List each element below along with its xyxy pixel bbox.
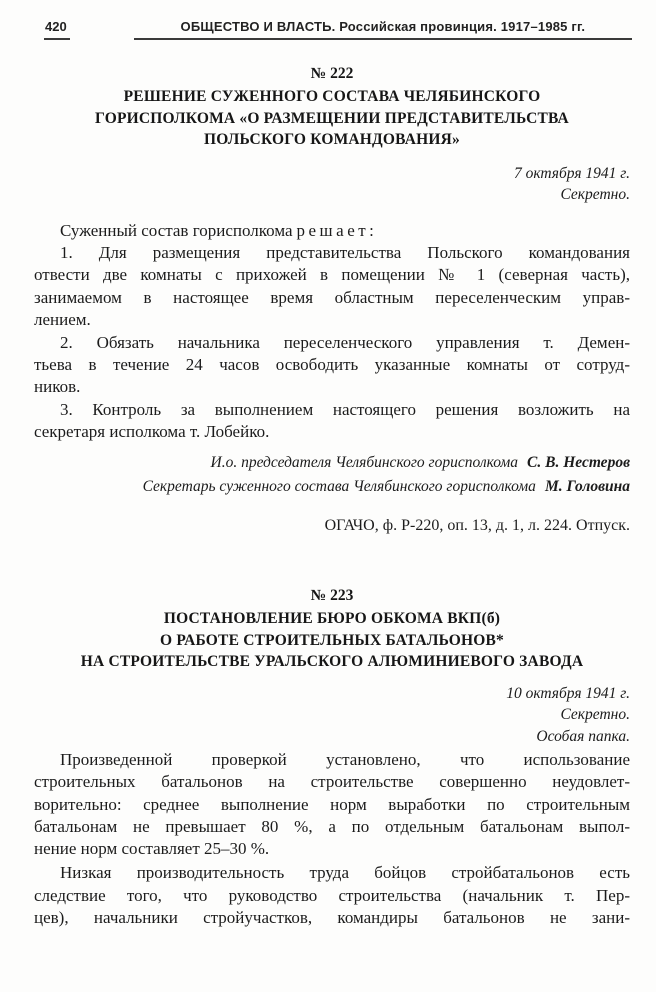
- signature-role: Секретарь суженного состава Челябинского горисполкома: [142, 477, 536, 495]
- paragraph-line: строительных батальонов на строительстве совершенно неудовлет-: [34, 772, 630, 792]
- paragraph-3: [34, 399, 630, 444]
- paragraph-line: 3. Контроль за выполнением настоящего решения возложить на: [60, 399, 630, 419]
- document-223: [34, 586, 630, 929]
- paragraph-line: батальонам не превышает 80 %, а по отдельным батальонам выпол-: [34, 816, 630, 836]
- paragraph-line: лением.: [34, 310, 91, 330]
- paragraph-1: [34, 749, 630, 860]
- document-222-title: [34, 86, 630, 151]
- lead-verb: решает:: [296, 220, 378, 240]
- paragraph-1: [34, 242, 630, 332]
- lead-line: [34, 220, 630, 242]
- signature-name: М. Головина: [544, 477, 630, 495]
- paragraph-line: секретаря исполкома т. Лобейко.: [34, 422, 270, 442]
- paragraph-line: ворительно: среднее выполнение норм выработки по строительным: [34, 794, 630, 814]
- paragraph-line: отвести две комнаты с прихожей в помещении № 1 (северная часть),: [34, 265, 630, 285]
- paragraph-line: 1. Для размещения представительства Польского командования: [60, 242, 630, 262]
- paragraph-line: 2. Обязать начальника переселенческого управления т. Демен-: [60, 332, 630, 352]
- document-223-title: [34, 608, 630, 673]
- signature-block: [34, 451, 630, 499]
- document-223-dateblock: [34, 683, 630, 748]
- classification-stamp: Секретно.: [560, 186, 630, 203]
- signature-role: И.о. председателя Челябинского горисполкома: [210, 453, 519, 471]
- archive-reference: ОГАЧО, ф. Р-220, оп. 13, д. 1, л. 224. Отпуск.: [324, 516, 630, 534]
- document-223-number: № 223: [310, 587, 354, 604]
- page-number: 420: [44, 19, 70, 40]
- paragraph-2: [34, 332, 630, 399]
- paragraph-2: [34, 862, 630, 929]
- running-title: ОБЩЕСТВО И ВЛАСТЬ. Российская провинция. 1917–1985 гг.: [134, 19, 632, 40]
- paragraph-line: тьева в течение 24 часов освободить указанные комнаты от сотруд-: [34, 354, 630, 374]
- document-222-dateblock: [34, 163, 630, 206]
- title-line: ПОЛЬСКОГО КОМАНДОВАНИЯ»: [204, 131, 460, 148]
- special-folder-stamp: Особая папка.: [536, 727, 630, 745]
- paragraph-line: Произведенной проверкой установлено, что использование: [60, 750, 630, 769]
- signature-name: С. В. Нестеров: [527, 453, 630, 471]
- paragraph-line: ников.: [34, 377, 81, 397]
- document-223-body: [34, 749, 630, 929]
- paragraph-line: нение норм составляет 25–30 %.: [34, 839, 270, 859]
- document-222: [34, 64, 630, 537]
- paragraph-line: Низкая производительность труда бойцов стройбатальонов есть: [60, 863, 630, 883]
- paragraph-line: цев), начальники стройучастков, командиры батальонов не зани-: [34, 908, 630, 928]
- document-222-body: [34, 220, 630, 444]
- title-line: РЕШЕНИЕ СУЖЕННОГО СОСТАВА ЧЕЛЯБИНСКОГО: [123, 88, 541, 105]
- paragraph-line: занимаемом в настоящее время областным переселенческим управ-: [34, 287, 630, 307]
- document-date: 7 октября 1941 г.: [513, 164, 630, 182]
- title-line: ПОСТАНОВЛЕНИЕ БЮРО ОБКОМА ВКП(б): [163, 610, 501, 627]
- title-line: О РАБОТЕ СТРОИТЕЛЬНЫХ БАТАЛЬОНОВ*: [160, 631, 504, 649]
- document-date: 10 октября 1941 г.: [506, 684, 630, 702]
- running-header: [44, 19, 632, 40]
- signature-row: [34, 451, 630, 475]
- document-222-number: № 222: [310, 65, 354, 82]
- signature-row: [34, 475, 630, 499]
- title-line: ГОРИСПОЛКОМА «О РАЗМЕЩЕНИИ ПРЕДСТАВИТЕЛЬСТВА: [95, 109, 569, 127]
- title-line: НА СТРОИТЕЛЬСТВЕ УРАЛЬСКОГО АЛЮМИНИЕВОГО ЗАВОДА: [80, 653, 584, 670]
- paragraph-line: следствие того, что руководство строительства (начальник т. Пер-: [34, 885, 630, 905]
- classification-stamp: Секретно.: [560, 706, 630, 723]
- lead-text: Суженный состав горисполкома: [60, 220, 293, 240]
